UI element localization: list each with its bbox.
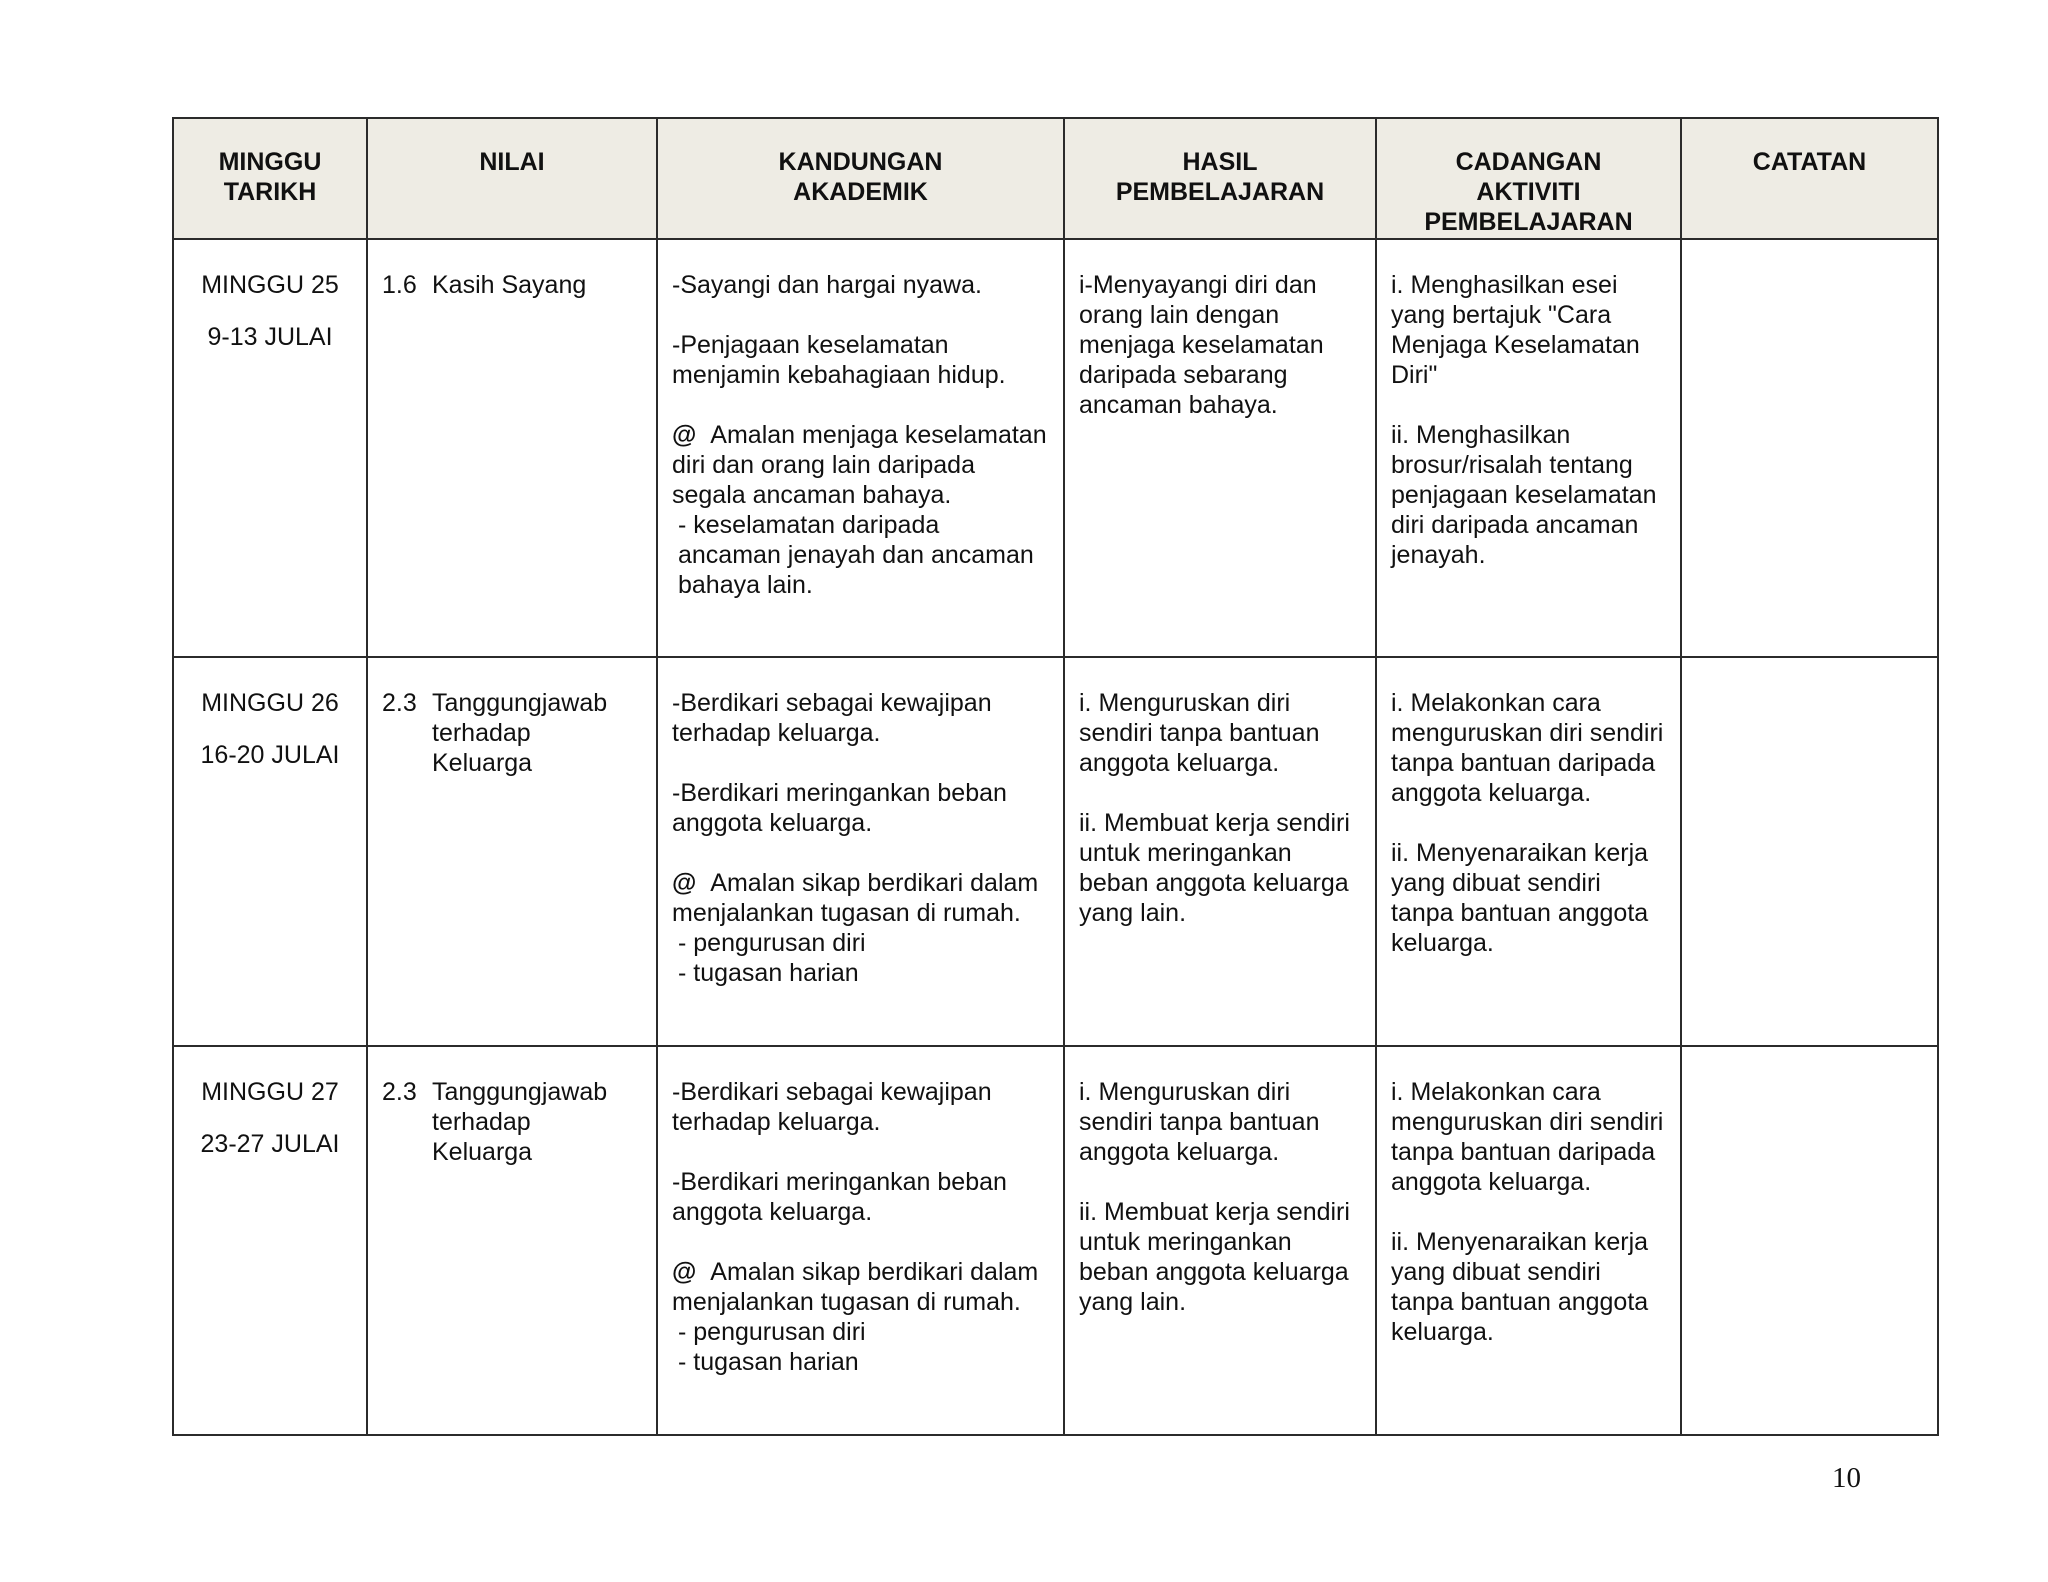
date-label: 16-20 JULAI [200,741,340,769]
cell-kandungan [657,1046,1064,1435]
week-label: MINGGU 26 [201,689,339,717]
kandungan-subitem: - tugasan harian [678,959,859,987]
cell-week [173,657,367,1046]
nilai-label: Keluarga [432,749,533,777]
cell-cadangan [1376,1046,1681,1435]
nilai-label: Keluarga [432,1138,533,1166]
kandungan-text: -Sayangi dan hargai nyawa. [672,271,982,299]
header-row [173,118,1938,239]
date-label: 9-13 JULAI [207,323,333,351]
kandungan-amalan: @ Amalan sikap berdikari dalam menjalankan tugasan di rumah. [672,869,1039,927]
week-label: MINGGU 25 [201,271,339,299]
kandungan-amalan: @ Amalan sikap berdikari dalam menjalankan tugasan di rumah. [672,1258,1039,1316]
header-catatan: CATATAN [1681,118,1938,239]
table-row [173,657,1938,1046]
hasil-text: ii. Membuat kerja sendiri untuk meringankan beban anggota keluarga yang lain. [1079,809,1350,927]
cadangan-text: i. Menghasilkan esei yang bertajuk "Cara Menjaga Keselamatan Diri" [1391,271,1640,389]
table-header [173,118,1938,239]
header-kandungan-akademik: KANDUNGAN AKADEMIK [657,118,1064,239]
nilai-label: Tanggungjawab [432,689,608,717]
header-nilai: NILAI [367,118,657,239]
nilai-number: 2.3 [382,1078,417,1106]
at-symbol: @ [672,1258,697,1286]
kandungan-text: -Berdikari sebagai kewajipan terhadap keluarga. [672,689,992,747]
kandungan-amalan: @ Amalan menjaga keselamatan diri dan orang lain daripada segala ancaman bahaya. [672,421,1047,509]
nilai-number: 1.6 [382,271,417,299]
lesson-plan-table [172,117,1939,1436]
nilai-label: terhadap [432,1108,531,1136]
table-row [173,239,1938,657]
cell-catatan [1681,239,1938,657]
week-label: MINGGU 27 [201,1078,339,1106]
nilai-label: Kasih Sayang [432,271,587,299]
cadangan-text: ii. Menghasilkan brosur/risalah tentang penjagaan keselamatan diri daripada ancaman jenayah. [1391,421,1657,569]
header-cadangan-aktiviti: CADANGAN AKTIVITI PEMBELAJARAN [1376,118,1681,239]
cadangan-text: ii. Menyenaraikan kerja yang dibuat sendiri tanpa bantuan anggota keluarga. [1391,839,1649,957]
kandungan-subitem: - pengurusan diri [678,1318,866,1346]
at-symbol: @ [672,421,697,449]
hasil-text: ii. Membuat kerja sendiri untuk meringankan beban anggota keluarga yang lain. [1079,1198,1350,1316]
hasil-text: i-Menyayangi diri dan orang lain dengan menjaga keselamatan daripada sebarang ancaman bahaya. [1079,271,1324,419]
cell-kandungan [657,657,1064,1046]
kandungan-text: -Penjagaan keselamatan menjamin kebahagiaan hidup. [672,331,1006,389]
nilai-number: 2.3 [382,689,417,717]
kandungan-subitem: - pengurusan diri [678,929,866,957]
cell-catatan [1681,657,1938,1046]
cell-hasil [1064,1046,1376,1435]
kandungan-text: -Berdikari meringankan beban anggota keluarga. [672,779,1007,837]
kandungan-subitem: - tugasan harian [678,1348,859,1376]
cadangan-text: i. Melakonkan cara menguruskan diri sendiri tanpa bantuan daripada anggota keluarga. [1391,689,1664,807]
cell-nilai [367,239,657,657]
table-body [173,239,1938,1435]
kandungan-subitem: - keselamatan daripada ancaman jenayah dan ancaman bahaya lain. [678,511,1034,599]
cadangan-text: ii. Menyenaraikan kerja yang dibuat sendiri tanpa bantuan anggota keluarga. [1391,1228,1649,1346]
cell-hasil [1064,239,1376,657]
kandungan-text: -Berdikari sebagai kewajipan terhadap keluarga. [672,1078,992,1136]
cell-cadangan [1376,657,1681,1046]
cell-week [173,239,367,657]
nilai-label: terhadap [432,719,531,747]
hasil-text: i. Menguruskan diri sendiri tanpa bantuan anggota keluarga. [1079,1078,1320,1166]
cell-week [173,1046,367,1435]
cell-cadangan [1376,239,1681,657]
cell-nilai [367,657,657,1046]
nilai-label: Tanggungjawab [432,1078,608,1106]
cell-catatan [1681,1046,1938,1435]
header-minggu-tarikh: MINGGU TARIKH [173,118,367,239]
table-row [173,1046,1938,1435]
hasil-text: i. Menguruskan diri sendiri tanpa bantuan anggota keluarga. [1079,689,1320,777]
header-hasil-pembelajaran: HASIL PEMBELAJARAN [1064,118,1376,239]
cell-hasil [1064,657,1376,1046]
cadangan-text: i. Melakonkan cara menguruskan diri sendiri tanpa bantuan daripada anggota keluarga. [1391,1078,1664,1196]
kandungan-text: -Berdikari meringankan beban anggota keluarga. [672,1168,1007,1226]
cell-nilai [367,1046,657,1435]
date-label: 23-27 JULAI [200,1130,340,1158]
at-symbol: @ [672,869,697,897]
cell-kandungan [657,239,1064,657]
page-number: 10 [1832,1462,1861,1494]
